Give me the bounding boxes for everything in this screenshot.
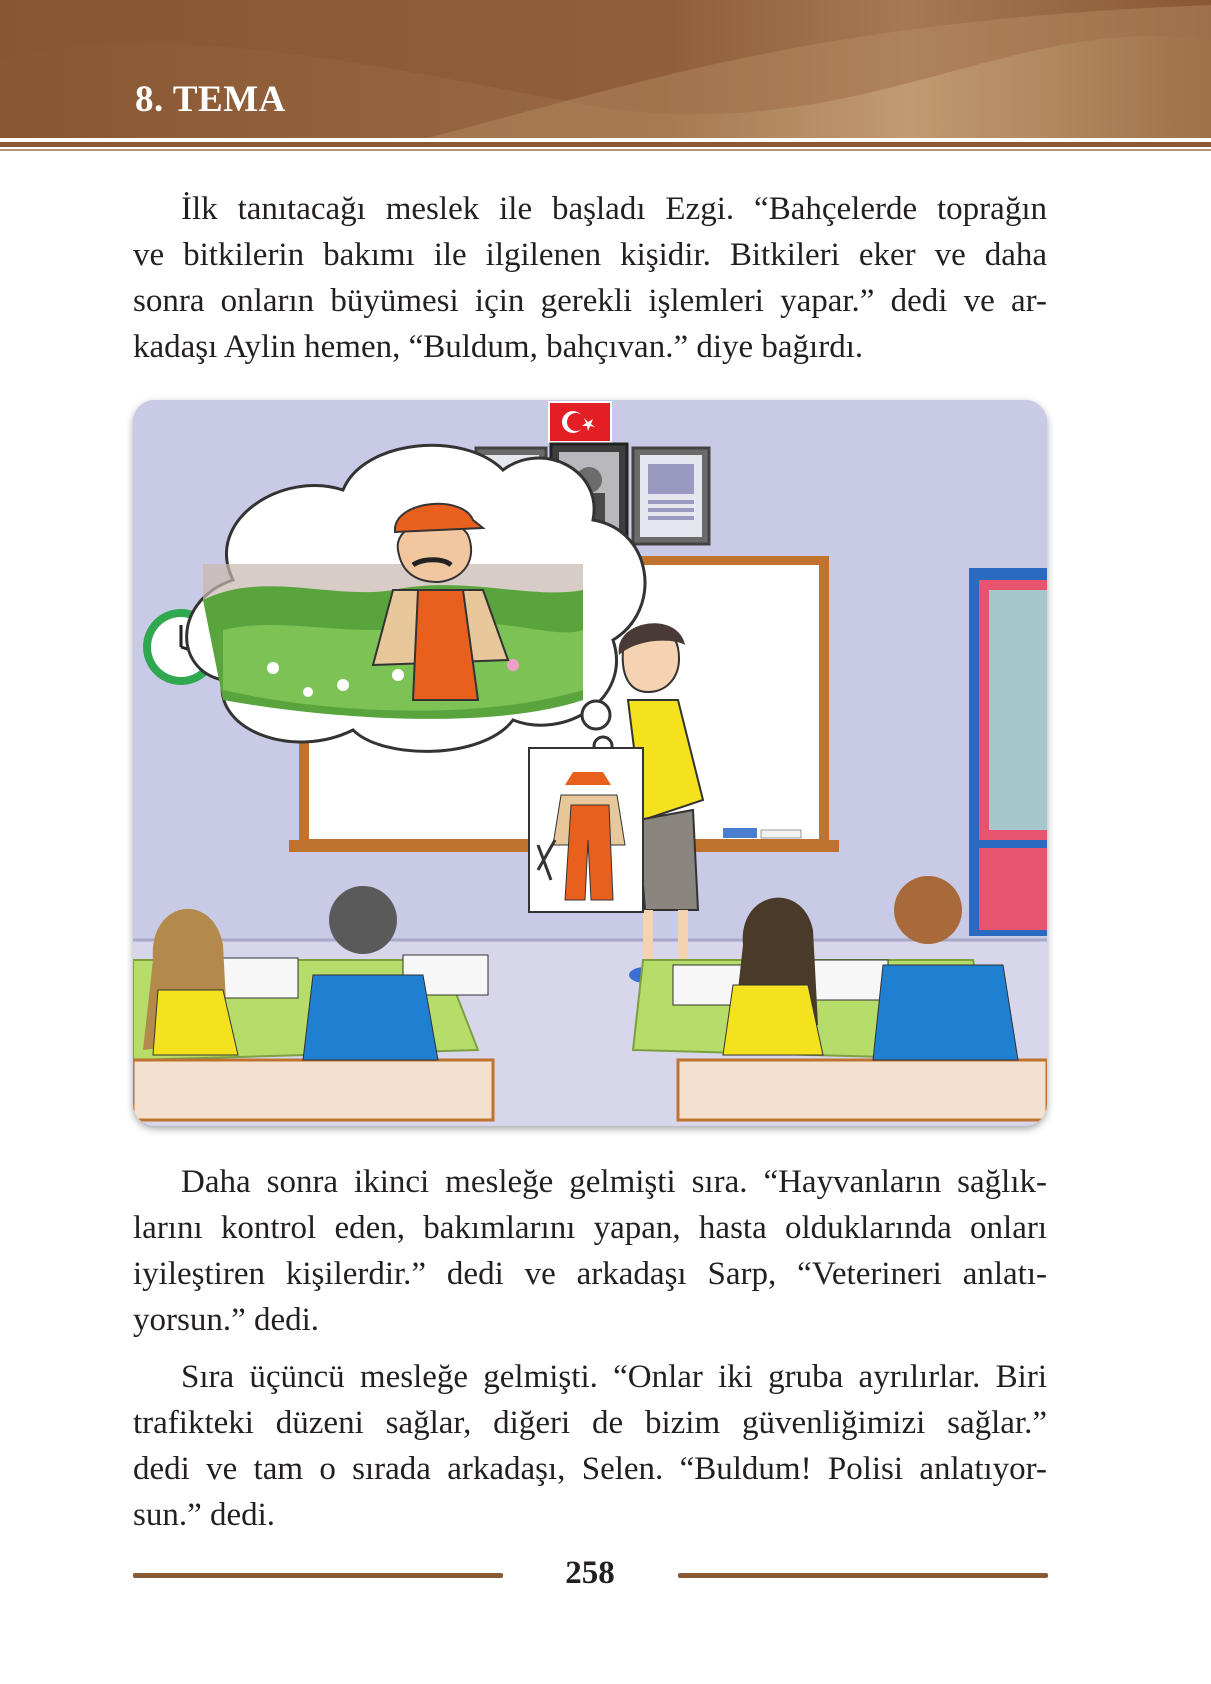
cabinet	[969, 568, 1047, 936]
text-line: dedi ve tam o sırada arkadaşı, Selen. “Buldum! Polisi anlatıyor-	[133, 1451, 1047, 1487]
text-line: sun.” dedi.	[133, 1497, 276, 1533]
text-line: trafikteki düzeni sağlar, diğeri de bizim güvenliğimizi sağlar.”	[133, 1405, 1047, 1441]
text-line: ve bitkilerin bakımı ile ilgilenen kişidir. Bitkileri eker ve daha	[133, 237, 1047, 273]
text-line: sonra onların büyümesi için gerekli işlemleri yapar.” dedi ve ar-	[133, 283, 1047, 319]
text-line: Daha sonra ikinci mesleğe gelmişti sıra. “Hayvanların sağlık-	[181, 1164, 1047, 1200]
text-line: iyileştiren kişilerdir.” dedi ve arkadaşı Sarp, “Veterineri anlatı-	[133, 1256, 1047, 1292]
text-line: kadaşı Aylin hemen, “Buldum, bahçıvan.” diye bağırdı.	[133, 329, 864, 365]
page-number: 258	[565, 1555, 615, 1591]
paragraph-intro	[133, 186, 1047, 370]
paragraph-veterinarian	[133, 1159, 1047, 1343]
text-line: İlk tanıtacağı meslek ile başladı Ezgi. “Bahçelerde toprağın	[181, 191, 1047, 227]
gardener-poster	[529, 748, 643, 912]
text-line: Sıra üçüncü mesleğe gelmişti. “Onlar iki gruba ayrılırlar. Biri	[181, 1359, 1047, 1395]
footer-divider-left	[133, 1573, 503, 1578]
turkish-flag	[549, 402, 611, 442]
paragraph-police	[133, 1354, 1047, 1538]
footer-divider-right	[678, 1573, 1048, 1578]
theme-label: 8. TEMA	[135, 79, 286, 120]
text-line: larını kontrol eden, bakımlarını yapan, hasta olduklarında onları	[133, 1210, 1047, 1246]
classroom-illustration	[133, 400, 1047, 1126]
classroom-scene	[133, 400, 1047, 1126]
text-line: yorsun.” dedi.	[133, 1302, 320, 1338]
